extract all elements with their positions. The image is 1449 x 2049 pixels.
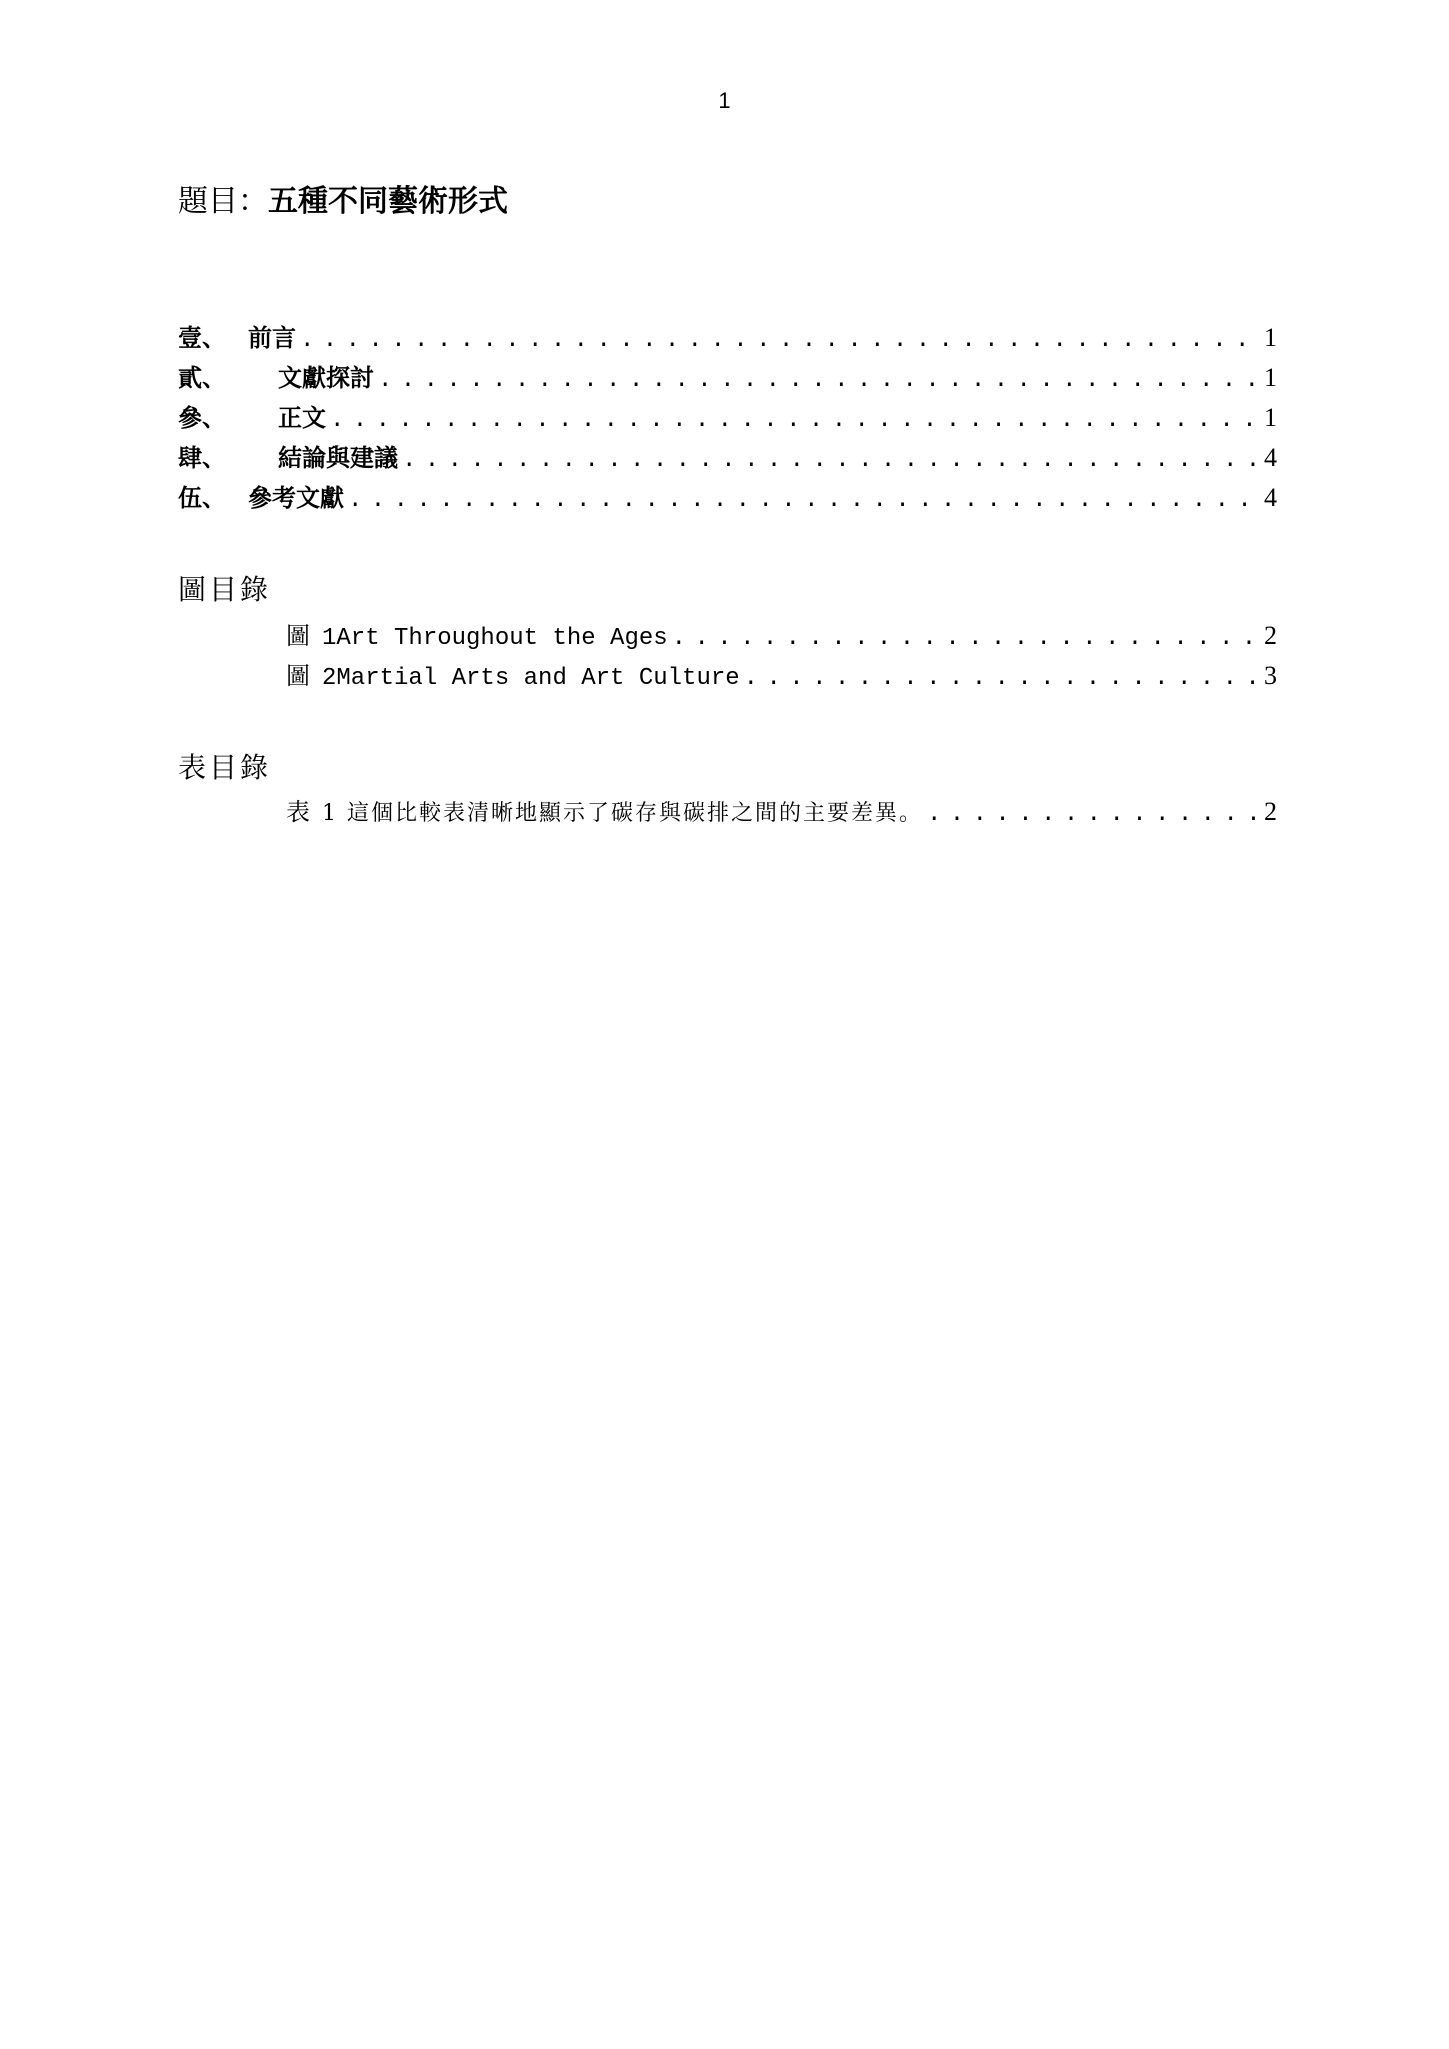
tables-heading: 表目錄 xyxy=(178,751,272,784)
table-leader xyxy=(927,801,1260,828)
toc-entry-body[interactable] xyxy=(178,398,1277,434)
title-value: 五種不同藝術形式 xyxy=(268,184,508,219)
title-label: 題目： xyxy=(178,184,268,219)
toc-text: 參考文獻 xyxy=(248,483,344,512)
figure-text: 2Martial Arts and Art Culture xyxy=(322,665,740,692)
figure-kind: 圖 xyxy=(286,662,310,690)
toc-page: 4 xyxy=(1264,443,1277,472)
figure-entry-2[interactable] xyxy=(286,656,1277,692)
toc-entry-references[interactable] xyxy=(178,478,1277,514)
figure-leader xyxy=(744,665,1260,692)
figures-heading: 圖目錄 xyxy=(178,573,272,606)
document-title xyxy=(178,176,508,220)
toc-entry-intro[interactable] xyxy=(178,318,1277,354)
toc-leader xyxy=(300,327,1260,354)
toc-text: 文獻探討 xyxy=(278,363,374,392)
toc-number: 壹、 xyxy=(178,323,226,352)
toc-page: 4 xyxy=(1264,483,1277,512)
toc-page: 1 xyxy=(1264,363,1277,392)
toc-text: 前言 xyxy=(248,323,296,352)
figure-entry-1[interactable] xyxy=(286,616,1277,652)
toc-number: 參、 xyxy=(178,403,226,432)
figure-text: 1Art Throughout the Ages xyxy=(322,625,668,652)
toc-number: 肆、 xyxy=(178,443,226,472)
toc-page: 1 xyxy=(1264,403,1277,432)
figure-kind: 圖 xyxy=(286,622,310,650)
toc-leader xyxy=(330,407,1260,434)
toc-leader xyxy=(402,447,1260,474)
table-kind: 表 xyxy=(286,798,310,826)
figure-leader xyxy=(672,625,1260,652)
toc-leader xyxy=(378,367,1260,394)
toc-text: 結論與建議 xyxy=(278,443,398,472)
toc-number: 伍、 xyxy=(178,483,226,512)
toc-text: 正文 xyxy=(278,403,326,432)
table-text: 1 這個比較表清晰地顯示了碳存與碳排之間的主要差異。 xyxy=(322,801,923,826)
figure-page: 3 xyxy=(1264,661,1277,690)
toc-entry-conclusion[interactable] xyxy=(178,438,1277,474)
table-page: 2 xyxy=(1264,797,1277,826)
figure-page: 2 xyxy=(1264,621,1277,650)
page-number: 1 xyxy=(718,88,731,113)
toc-entry-literature[interactable] xyxy=(178,358,1277,394)
toc-number: 貳、 xyxy=(178,363,226,392)
toc-leader xyxy=(348,487,1260,514)
table-entry-1[interactable] xyxy=(286,792,1277,828)
toc-page: 1 xyxy=(1264,323,1277,352)
